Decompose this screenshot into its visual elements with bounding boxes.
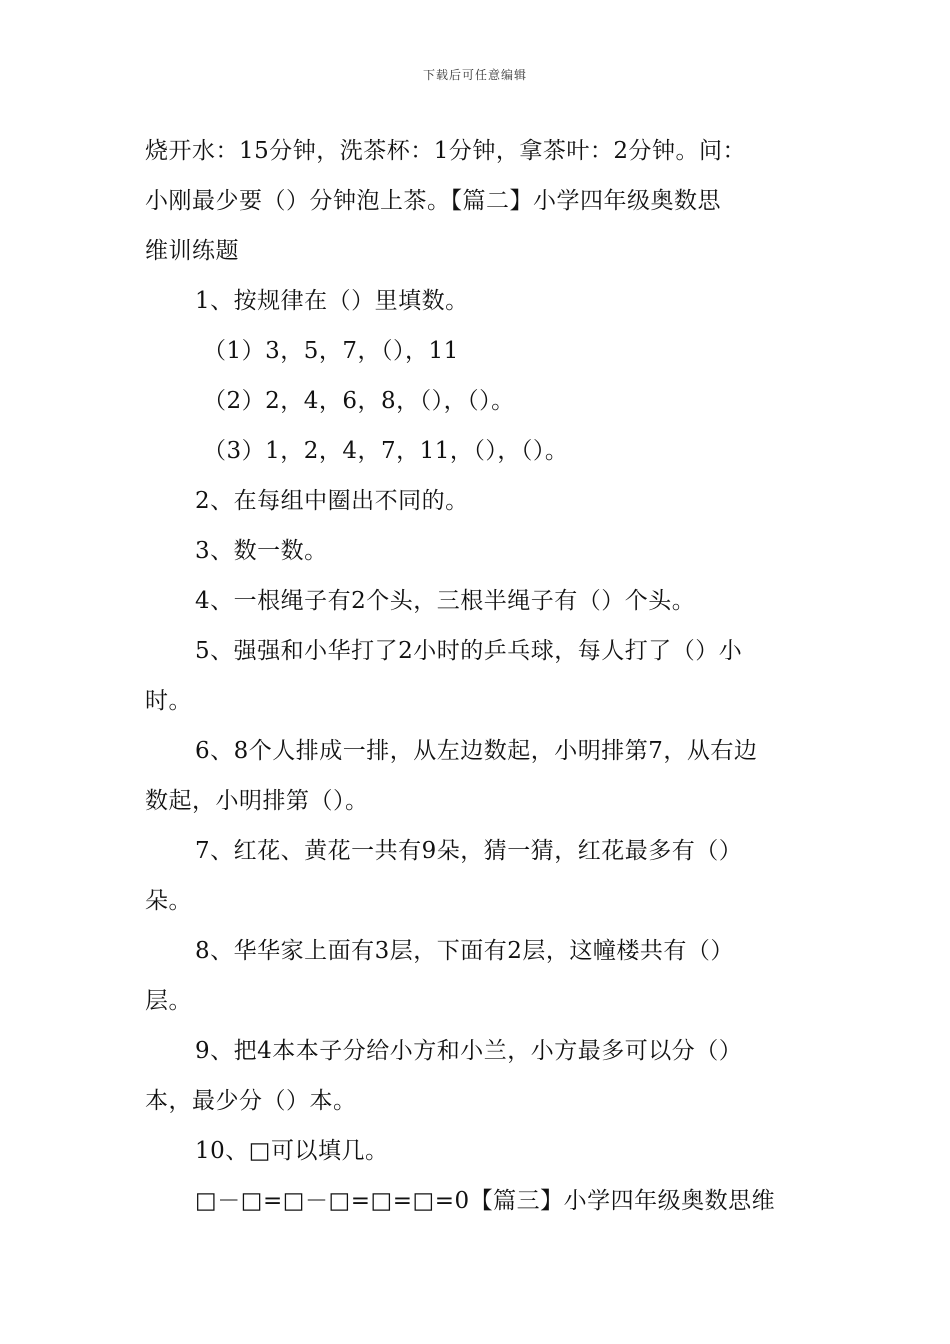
text-line: 烧开水：15分钟，洗茶杯：1分钟，拿茶叶：2分钟。问： (145, 138, 747, 164)
question-1-part-1: （1）3，5，7，（），11 (203, 338, 459, 364)
question-5-cont: 时。 (145, 688, 192, 714)
text-line: 小刚最少要（）分钟泡上茶。【篇二】小学四年级奥数思 (145, 188, 721, 214)
question-9-cont: 本，最少分（）本。 (145, 1088, 357, 1114)
text-line: 维训练题 (145, 238, 239, 264)
question-6-cont: 数起，小明排第（）。 (145, 788, 369, 814)
question-7-cont: 朵。 (145, 888, 192, 914)
question-1-part-2: （2）2，4，6，8，（），（）。 (203, 388, 515, 414)
question-5: 5、强强和小华打了2小时的乒乓球，每人打了（）小 (195, 638, 743, 664)
question-3: 3、数一数。 (195, 538, 328, 564)
question-7: 7、红花、黄花一共有9朵，猜一猜，红花最多有（） (195, 838, 743, 864)
question-6: 6、8个人排成一排，从左边数起，小明排第7，从右边 (195, 738, 758, 764)
question-1-part-3: （3）1，2，4，7，11，（），（）。 (203, 438, 569, 464)
question-10: 10、□可以填几。 (195, 1138, 389, 1164)
question-1: 1、按规律在（）里填数。 (195, 288, 469, 314)
question-9: 9、把4本本子分给小方和小兰，小方最多可以分（） (195, 1038, 743, 1064)
question-8-cont: 层。 (145, 988, 192, 1014)
question-10-cont: □－□=□－□=□=□=0【篇三】小学四年级奥数思维 (195, 1188, 776, 1214)
question-4: 4、一根绳子有2个头，三根半绳子有（）个头。 (195, 588, 696, 614)
question-2: 2、在每组中圈出不同的。 (195, 488, 469, 514)
page-header: 下载后可任意编辑 (422, 68, 527, 82)
question-8: 8、华华家上面有3层，下面有2层，这幢楼共有（） (195, 938, 734, 964)
document-body (145, 126, 810, 1226)
